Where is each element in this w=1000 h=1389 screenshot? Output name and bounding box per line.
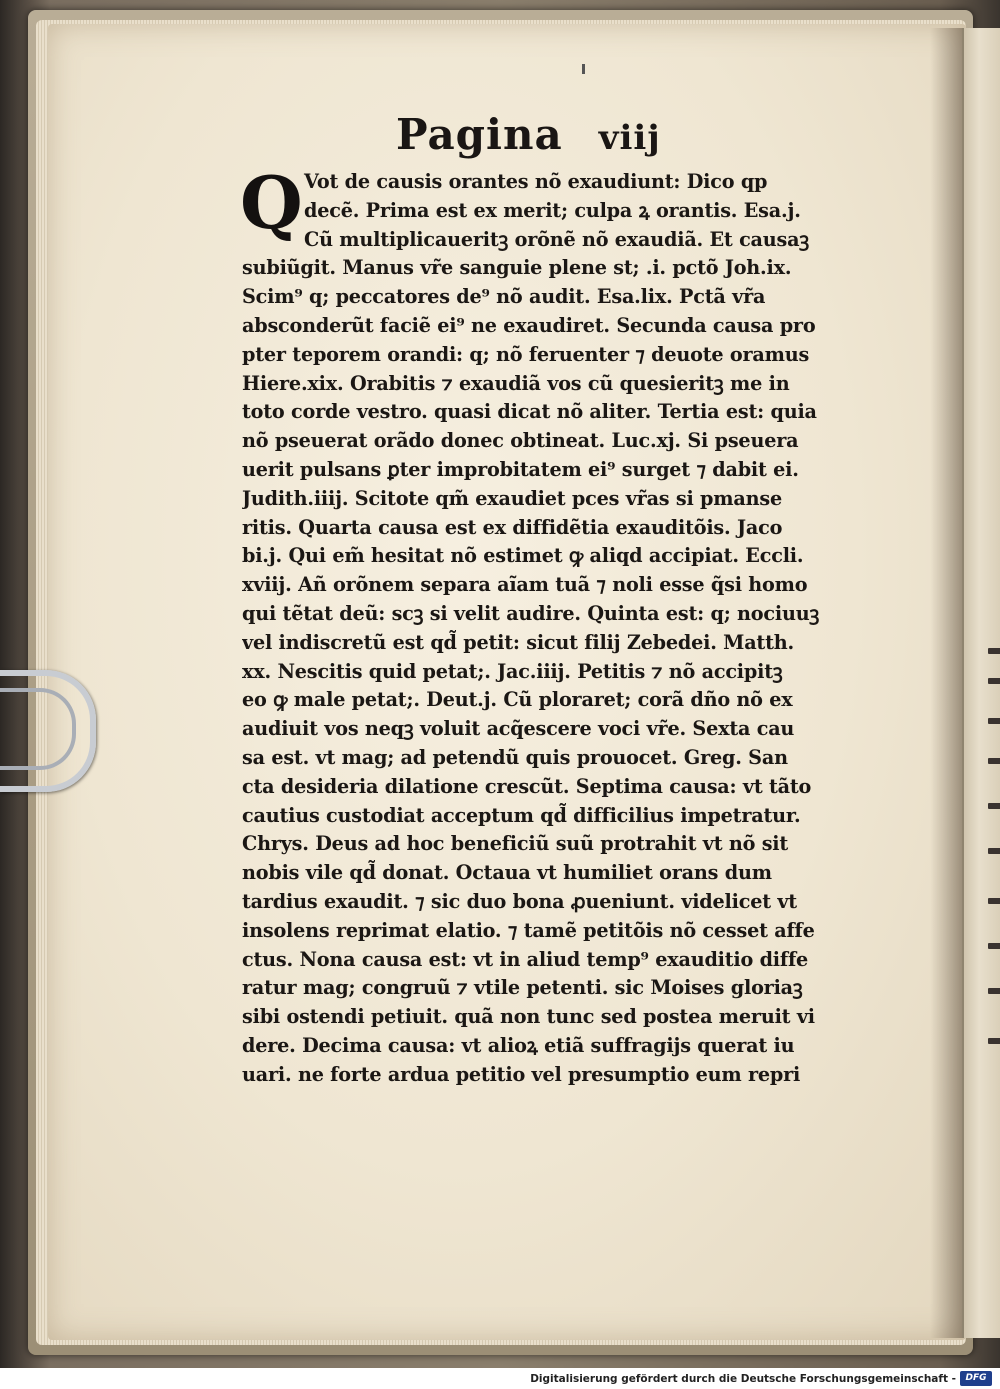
text-line: nobis vile qd̃ donat. Octaua vt humiliet orans dum [242, 861, 772, 885]
text-line: audiuit vos neqꝫ voluit acq̃escere voci vr̃e. Sexta cau [242, 717, 795, 741]
text-line: xx. Nescitis quid petat;. Jac.iiij. Petitis ⁊ nõ accipitꝫ [242, 659, 783, 683]
text-line: Judith.iiij. Scitote qm̃ exaudiet pces vr̃as si pmanse [242, 486, 782, 510]
text-line: insolens reprimat elatio. ⁊ tamẽ petitõis nõ cesset affe [242, 918, 815, 942]
text-line: nõ pseuerat orãdo donec obtineat. Luc.xj. Si pseuera [242, 429, 799, 453]
text-line: cautius custodiat acceptum qd̃ difficilius impetratur. [242, 803, 801, 827]
text-line: Hiere.xix. Orabitis ⁊ exaudiã vos cũ quesieritꝫ me in [242, 371, 790, 395]
facing-page-fragment [988, 943, 1000, 949]
facing-page-edge [962, 28, 1000, 1338]
text-line: dere. Decima causa: vt alioꝝ etiã suffragijs querat iu [242, 1033, 795, 1057]
text-line: pter teporem orandi: q; nõ feruenter ⁊ deuote oramus [242, 342, 810, 366]
funding-credit: Digitalisierung gefördert durch die Deutsche Forschungsgemeinschaft - [530, 1373, 956, 1385]
text-line: qui tẽtat deũ: scꝫ si velit audire. Quinta est: q; nociuuꝫ [242, 601, 820, 625]
text-line: toto corde vestro. quasi dicat nõ aliter. Tertia est: quia [242, 400, 817, 424]
facing-page-fragment [988, 678, 1000, 684]
page-mark [582, 64, 585, 74]
text-line: sa est. vt mag; ad petendũ quis prouocet. Greg. San [242, 745, 788, 769]
text-line: bi.j. Qui em̃ hesitat nõ estimet ꝙ aliqd accipiat. Eccli. [242, 544, 804, 568]
text-line: ctus. Nona causa est: vt in aliud temp⁹ exauditio diffe [242, 947, 809, 971]
text-line: cta desideria dilatione crescũt. Septima causa: vt tãto [242, 774, 812, 798]
heading-word: Pagina [396, 110, 563, 159]
text-line: Chrys. Deus ad hoc beneficiũ suũ protrahit vt nõ sit [242, 832, 789, 856]
text-block [240, 160, 878, 1090]
text-line: ratur mag; congruũ ⁊ vtile petenti. sic Moises gloriaꝫ [242, 976, 803, 1000]
facing-page-fragment [988, 848, 1000, 854]
facing-page-fragment [988, 648, 1000, 654]
gutter-shadow [930, 28, 964, 1338]
text-line: sibi ostendi petiuit. quã non tunc sed postea meruit vi [242, 1005, 815, 1029]
facing-page-fragment [988, 988, 1000, 994]
text-line: Scim⁹ q; peccatores de⁹ nõ audit. Esa.lix. Pctã vr̃a [242, 285, 766, 309]
facing-page-fragment [988, 718, 1000, 724]
text-line: uari. ne forte ardua petitio vel presumptio eum repri [242, 1062, 801, 1086]
paper-clip-inner-loop [0, 688, 76, 770]
facing-page-fragment [988, 803, 1000, 809]
folio-number: viij [598, 118, 661, 158]
dfg-logo: DFG [960, 1371, 992, 1386]
facing-page-fragment [988, 898, 1000, 904]
text-line: eo ꝙ male petat;. Deut.j. Cũ ploraret; corã dño nõ ex [242, 688, 793, 712]
footer-bar [0, 1368, 1000, 1389]
text-line: tardius exaudit. ⁊ sic duo bona ꝓueniunt. videlicet vt [242, 889, 797, 913]
text-line: subiũgit. Manus vr̃e sanguie plene st; .i. pctõ Joh.ix. [242, 256, 792, 280]
text-line: decẽ. Prima est ex merit; culpa ꝝ orantis. Esa.j. [304, 198, 801, 222]
text-line: xviij. Añ orõnem separa aĩam tuã ⁊ noli esse q̃si homo [242, 573, 808, 597]
drop-cap-initial: Q [240, 160, 303, 245]
text-line: Cũ multiplicaueritꝫ orõnẽ nõ exaudiã. Et causaꝫ [304, 227, 809, 251]
page-heading [396, 110, 726, 174]
facing-page-fragment [988, 1038, 1000, 1044]
facing-page-fragment [988, 758, 1000, 764]
text-line: absconderũt faciẽ ei⁹ ne exaudiret. Secunda causa pro [242, 313, 816, 337]
text-line: uerit pulsans ꝑter improbitatem ei⁹ surget ⁊ dabit ei. [242, 457, 799, 481]
text-line: ritis. Quarta causa est ex diffidẽtia exauditõis. Jaco [242, 515, 783, 539]
text-line: vel indiscretũ est qd̃ petit: sicut filij Zebedei. Matth. [242, 630, 794, 654]
text-line: Vot de causis orantes nõ exaudiunt: Dico qp [304, 170, 768, 193]
